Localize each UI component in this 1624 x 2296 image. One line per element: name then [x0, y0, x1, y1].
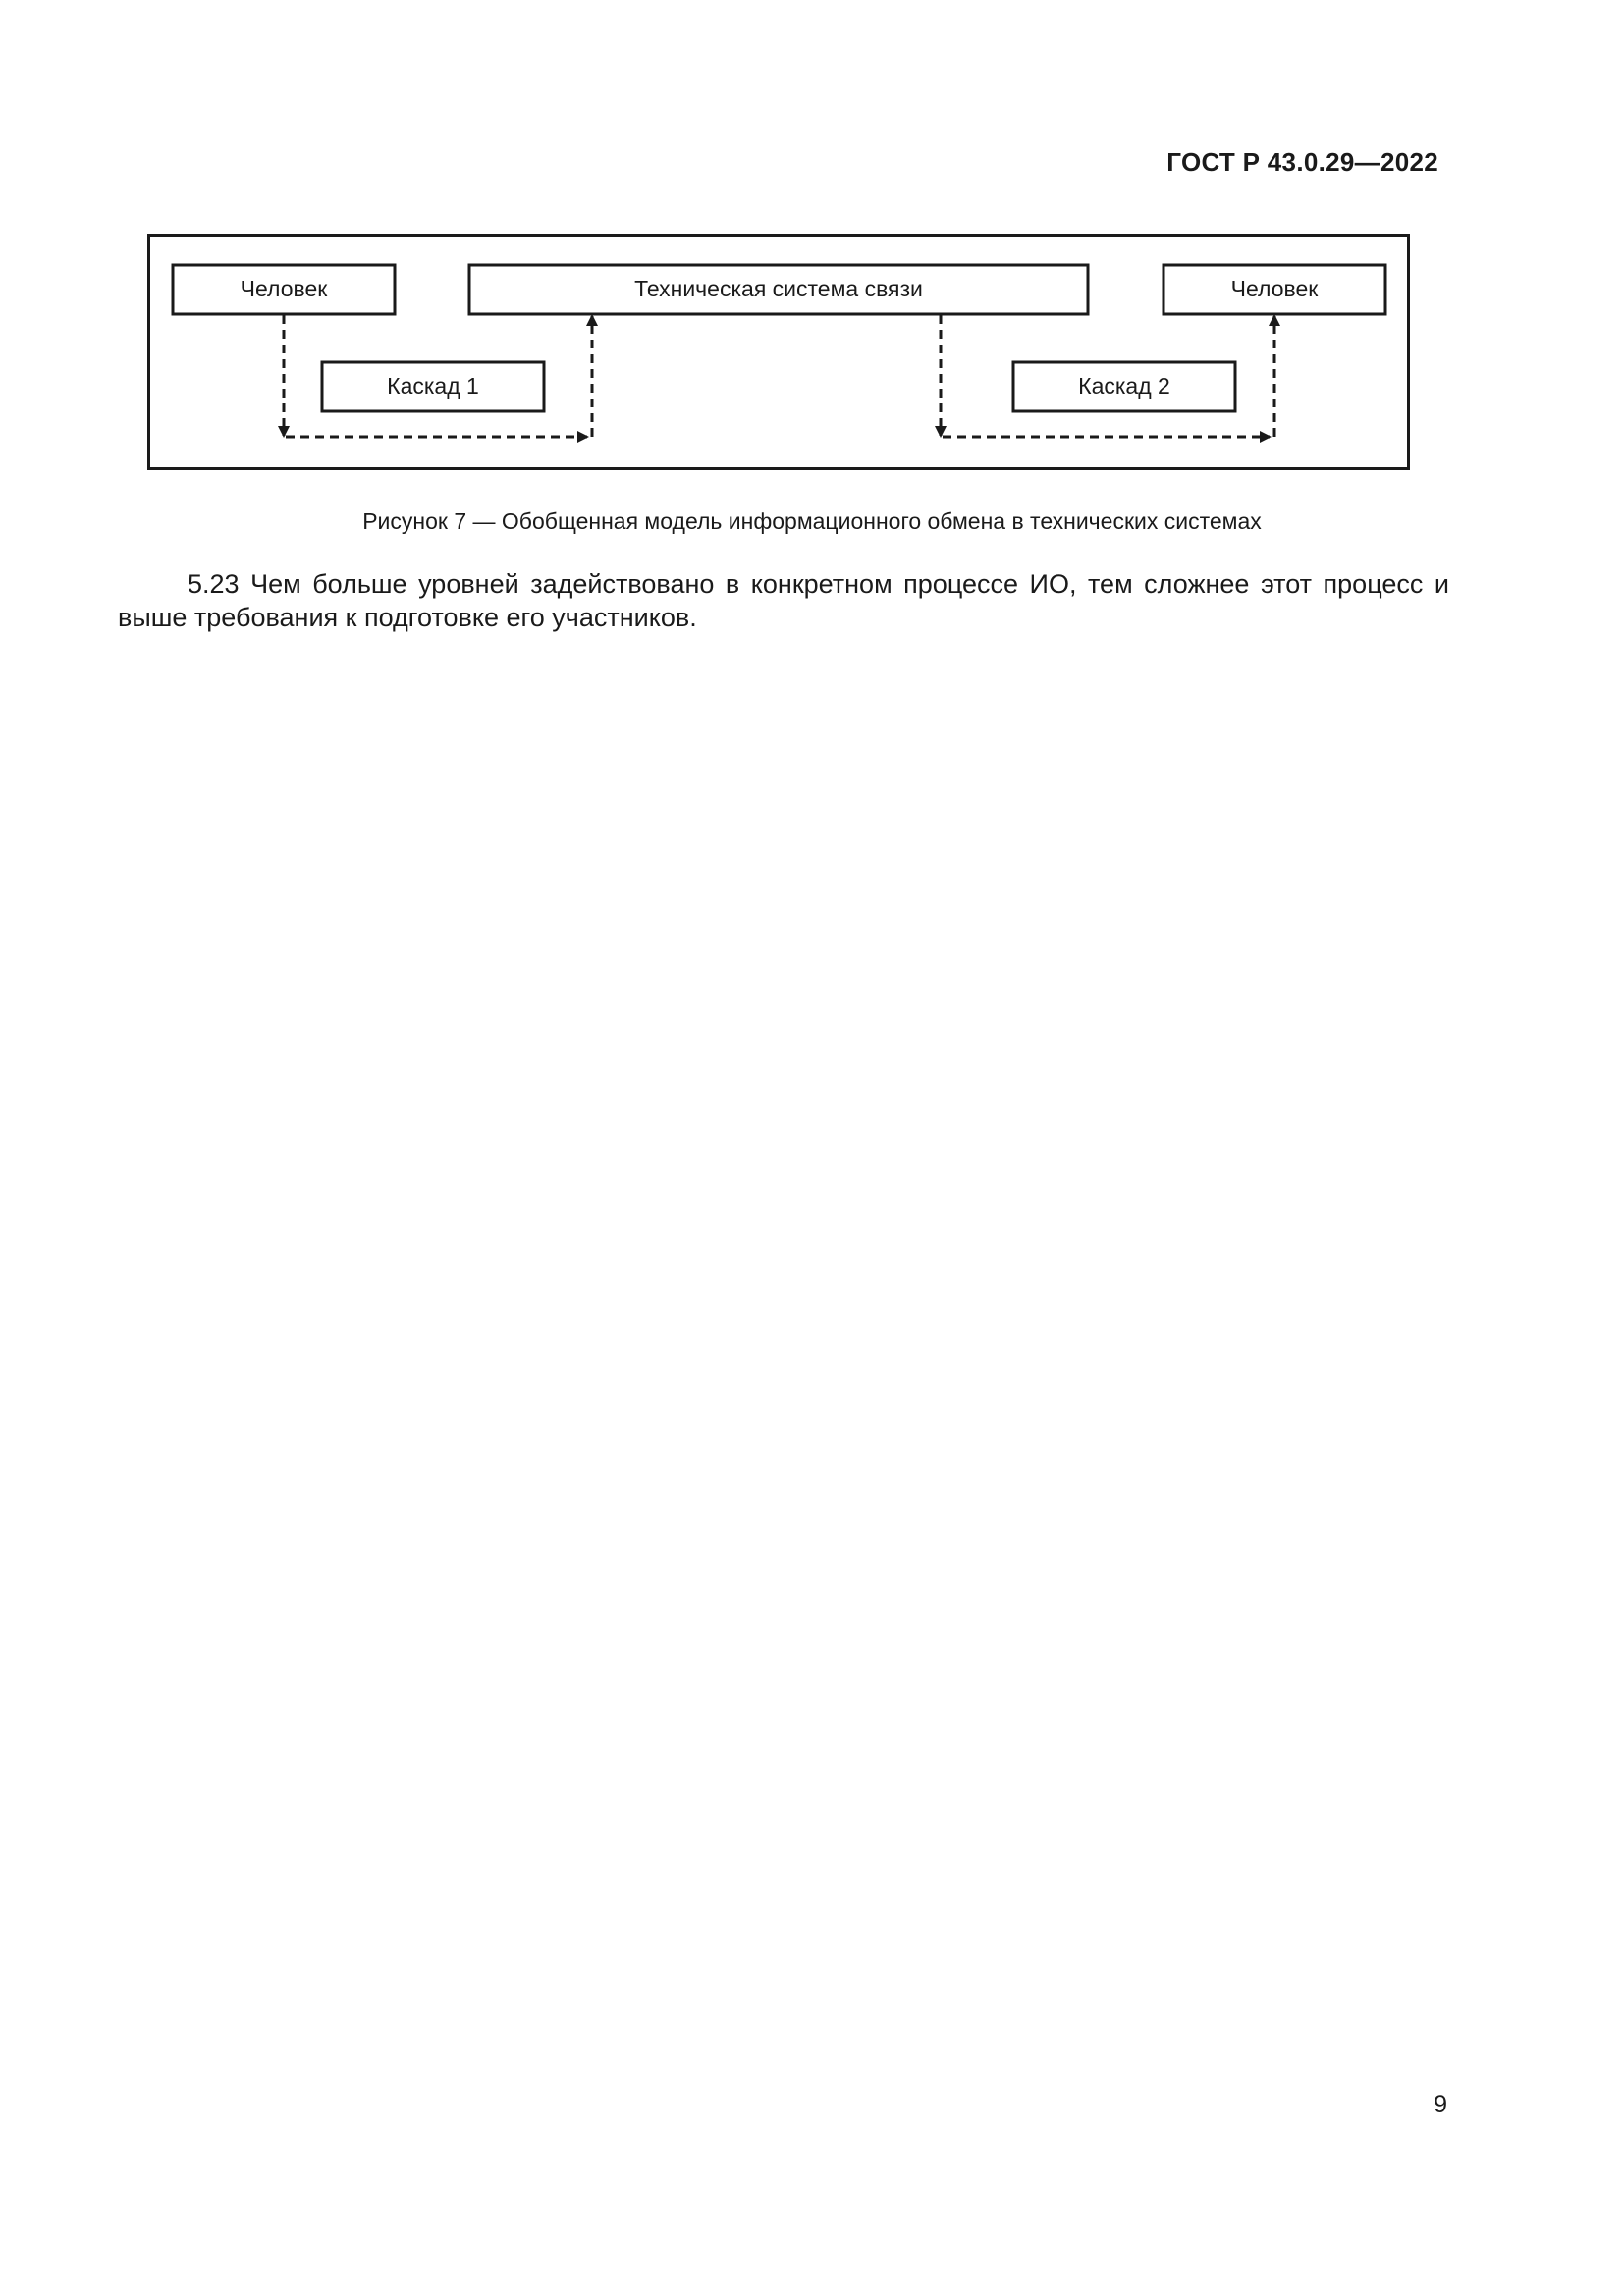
standard-number: ГОСТ Р 43.0.29—2022 [1166, 147, 1438, 177]
box-human-left [173, 265, 395, 314]
box-human-left-label: Человек [240, 276, 328, 301]
box-cascade-2 [1013, 362, 1235, 411]
paragraph-5-23: 5.23 Чем больше уровней задействовано в конкретном процессе ИО, тем сложнее этот процесс и выше требования к подготовке его участников. [118, 569, 1449, 632]
box-cascade-1 [322, 362, 544, 411]
figure-caption: Рисунок 7 — Обобщенная модель информационного обмена в технических системах [362, 508, 1262, 534]
box-cascade-2-label: Каскад 2 [1078, 373, 1170, 399]
box-human-right [1164, 265, 1385, 314]
box-human-right-label: Человек [1230, 276, 1319, 301]
page-number: 9 [1434, 2091, 1447, 2118]
box-tech-system-label: Техническая система связи [634, 276, 923, 301]
box-tech-system [469, 265, 1088, 314]
box-cascade-1-label: Каскад 1 [387, 373, 479, 399]
figure-7-diagram [147, 234, 1410, 471]
